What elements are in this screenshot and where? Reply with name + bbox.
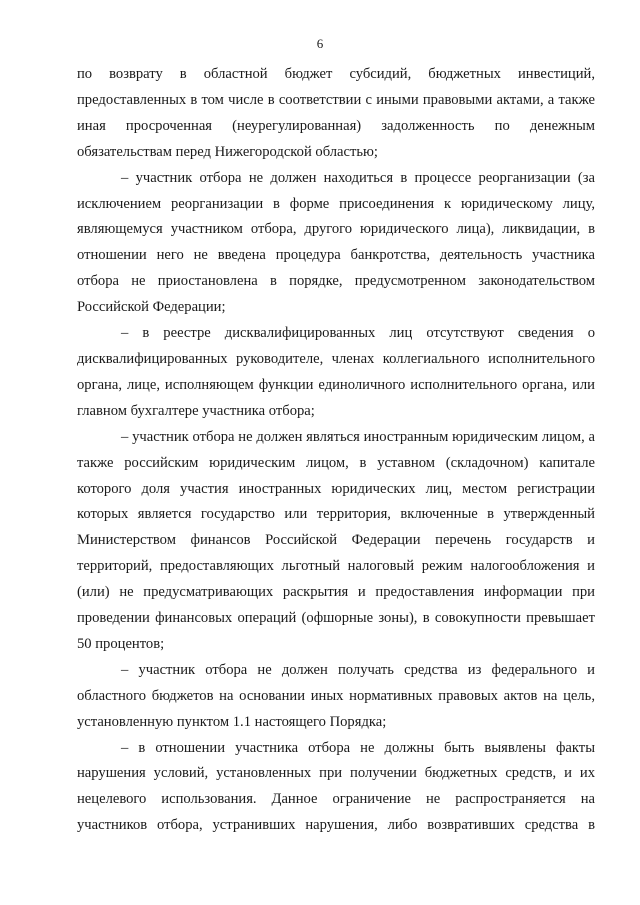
paragraph-foreign-entity: – участник отбора не должен являться иностранным юридическим лицом, а также российским юридическим лицом, в уставном (складочном) капитале которого доля участия иностранных юридических лиц, местом регистрации которых является государство или территория, включенные в утвержденный Министерством финансов Российской Федерации перечень государств и территорий, предоставляющих льготный налоговый режим налогообложения и (или) не предусматривающих раскрытия и предоставления информации при проведении финансовых операций (офшорные зоны), в совокупности превышает 50 процентов; <box>77 428 595 652</box>
paragraph-violations: – в отношении участника отбора не должны быть выявлены факты нарушения условий, установленных при получении бюджетных средств, и их нецелевого использования. Данное ограничение не распространяется на участников отбора, устранивших нарушения, либо возвративших средства в <box>77 739 595 834</box>
document-body <box>77 62 595 839</box>
page-number: 6 <box>316 36 324 51</box>
paragraph-disqualified-persons: – в реестре дисквалифицированных лиц отсутствуют сведения о дисквалифицированных руководителе, членах коллегиального исполнительного органа, лице, исполняющем функции единоличного исполнительного органа, или главном бухгалтере участника отбора; <box>77 325 595 419</box>
paragraph-other-funding: – участник отбора не должен получать средства из федерального и областного бюджетов на основании иных нормативных правовых актов на цель, установленную пунктом 1.1 настоящего Порядка; <box>77 661 595 730</box>
paragraph-reorganization: – участник отбора не должен находиться в процессе реорганизации (за исключением реорганизации в форме присоединения к юридическому лицу, являющемуся участником отбора, другого юридического лица), ликвидации, в отношении него не введена процедура банкротства, деятельность участника отбора не приостановлена в порядке, предусмотренном законодательством Российской Федерации; <box>77 169 595 316</box>
paragraph-continuation: по возврату в областной бюджет субсидий, бюджетных инвестиций, предоставленных в том числе в соответствии с иными правовыми актами, а также иная просроченная (неурегулированная) задолженность по денежным обязательствам перед Нижегородской областью; <box>77 66 595 160</box>
